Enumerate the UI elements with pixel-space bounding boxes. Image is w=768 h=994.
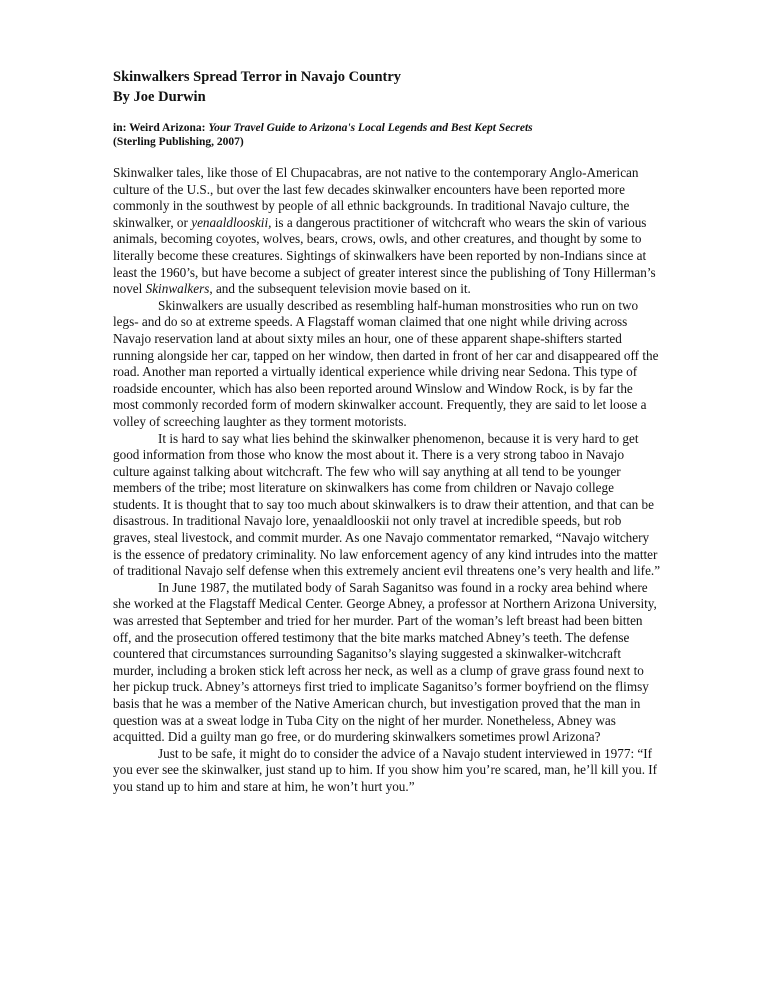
source-publisher: (Sterling Publishing, 2007) [113, 136, 244, 148]
paragraph-1-part-b: is a dangerous practitioner of witchcraft who wears the skin of various animals, becoming coyotes, wolves, bears, crows, owls, and other creatures, and thought by some to literally become these creatures. Sightings of skinwalkers have been reported by non-Indians since at least the 1960’s, but have become a subject of greater interest since the publishing of Tony Hillerman’s novel [113, 214, 656, 297]
paragraph-3: It is hard to say what lies behind the skinwalker phenomenon, because it is very hard to get good information from those who know the most about it. There is a very strong taboo in Navajo culture against talking about witchcraft. The few who will say anything at all tend to be younger members of the tribe; most literature on skinwalkers has come from children or Navajo college students. It is thought that to say too much about skinwalkers is to draw their attention, and that can be disastrous. In traditional Navajo lore, yenaaldlooskii not only travel at incredible speeds, but rob graves, steal livestock, and commit murder. As one Navajo commentator remarked, “Navajo witchery is the essence of predatory criminality. No law enforcement agency of any kind intrudes into the matter of traditional Navajo self defense when this extremely ancient evil threatens one’s very health and life.” [113, 430, 661, 579]
paragraph-1-part-c: , and the subsequent television movie based on it. [209, 281, 471, 297]
source-subtitle: Your Travel Guide to Arizona's Local Legends and Best Kept Secrets [208, 122, 533, 134]
paragraph-1 [113, 165, 661, 298]
paragraph-1-italic-term: yenaaldlooskii, [191, 214, 272, 230]
source-citation [113, 121, 661, 149]
paragraph-1-part-a: Skinwalker tales, like those of El Chupacabras, are not native to the contemporary Anglo-American culture of the U.S., but over the last few decades skinwalker encounters have been reported more commonly in the southwest by people of all ethnic backgrounds. In traditional Navajo culture, the skinwalker, or [113, 165, 639, 230]
paragraph-2: Skinwalkers are usually described as resembling half-human monstrosities who run on two legs- and do so at extreme speeds. A Flagstaff woman claimed that one night while driving across Navajo reservation land at about sixty miles an hour, one of these apparent shape-shifters started running alongside her car, tapped on her window, then darted in front of her car and disappeared off the road. Another man reported a virtually identical experience while driving near Sedona. This type of roadside encounter, which has also been reported around Winslow and Window Rock, is by far the most commonly recorded form of modern skinwalker account. Frequently, they are said to let loose a volley of screeching laughter as they torment motorists. [113, 297, 659, 429]
source-line [113, 121, 661, 135]
source-prefix: in: Weird Arizona: [113, 122, 206, 134]
paragraph-1-italic-title: Skinwalkers [145, 281, 210, 297]
article-title: Skinwalkers Spread Terror in Navajo Country [113, 69, 402, 85]
document-page [113, 67, 661, 796]
paragraph-5: Just to be safe, it might do to consider the advice of a Navajo student interviewed in 1977: “If you ever see the skinwalker, just stand up to him. If you show him you’re scared, man, he’ll kill you. If you stand up to him and stare at him, he won’t hurt you.” [113, 745, 658, 794]
paragraph-4: In June 1987, the mutilated body of Sarah Saganitso was found in a rocky area behind where she worked at the Flagstaff Medical Center. George Abney, a professor at Northern Arizona University, was arrested that September and tried for her murder. Part of the woman’s left breast had been bitten off, and the prosecution offered testimony that the bite marks matched Abney’s teeth. The defense countered that circumstances surrounding Saganitso’s slaying suggested a skinwalker-witchcraft murder, including a broken stick left across her neck, as well as a clump of grave grass found next to her pickup truck. Abney’s attorneys first tried to implicate Saganitso’s former boyfriend on the flimsy basis that he was a member of the Native American church, but investigation proved that the man in question was at a sweat lodge in Tuba City on the night of her murder. Nonetheless, Abney was acquitted. Did a guilty man go free, or do murdering skinwalkers sometimes prowl Arizona? [113, 579, 657, 745]
article-byline: By Joe Durwin [113, 89, 206, 105]
article-body [113, 165, 661, 796]
